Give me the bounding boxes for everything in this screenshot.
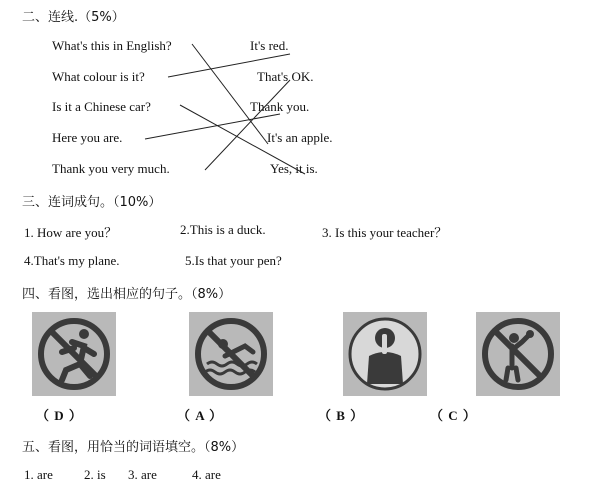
sentence-item-1: 1. How are you？ bbox=[24, 225, 118, 240]
sentence-item-5: 5.Is that your pen? bbox=[185, 253, 282, 268]
match-line-4 bbox=[145, 114, 280, 139]
sentence-item-3: 3. Is this your teacher？ bbox=[322, 225, 448, 240]
no-eating-sign-icon bbox=[476, 312, 560, 396]
match-line-1 bbox=[192, 44, 268, 144]
section3-heading: 三、连词成句。（10%） bbox=[22, 195, 162, 210]
match-right-5: Yes, it is. bbox=[270, 161, 318, 176]
answer-1: （ D ） bbox=[36, 408, 83, 423]
answer-4: （ C ） bbox=[430, 408, 477, 423]
match-right-1: It's red. bbox=[250, 38, 289, 53]
match-left-5: Thank you very much. bbox=[52, 161, 170, 176]
match-right-3: Thank you. bbox=[250, 99, 310, 114]
match-left-1: What's this in English? bbox=[52, 38, 172, 53]
answer-3: （ B ） bbox=[318, 408, 365, 423]
match-left-3: Is it a Chinese car? bbox=[52, 99, 151, 114]
fill-item-2: 2. is bbox=[84, 467, 106, 482]
section5-heading: 五、看图，用恰当的词语填空。（8%） bbox=[22, 440, 245, 455]
fill-item-1: 1. are bbox=[24, 467, 53, 482]
match-right-2: That's OK. bbox=[257, 69, 314, 84]
no-running-sign-icon bbox=[32, 312, 116, 396]
answer-2: （ A ） bbox=[177, 408, 224, 423]
section2-heading: 二、连线.（5%） bbox=[22, 10, 125, 25]
quiet-please-sign-icon bbox=[343, 312, 427, 396]
fill-item-4: 4. are bbox=[192, 467, 221, 482]
match-line-5 bbox=[205, 80, 290, 170]
sentence-item-4: 4.That's my plane. bbox=[24, 253, 120, 268]
fill-item-3: 3. are bbox=[128, 467, 157, 482]
section4-heading: 四、看图，选出相应的句子。（8%） bbox=[22, 287, 232, 302]
match-left-4: Here you are. bbox=[52, 130, 123, 145]
match-left-2: What colour is it? bbox=[52, 69, 145, 84]
sentence-item-2: 2.This is a duck. bbox=[180, 222, 266, 237]
match-right-4: It's an apple. bbox=[267, 130, 333, 145]
no-swimming-sign-icon bbox=[189, 312, 273, 396]
